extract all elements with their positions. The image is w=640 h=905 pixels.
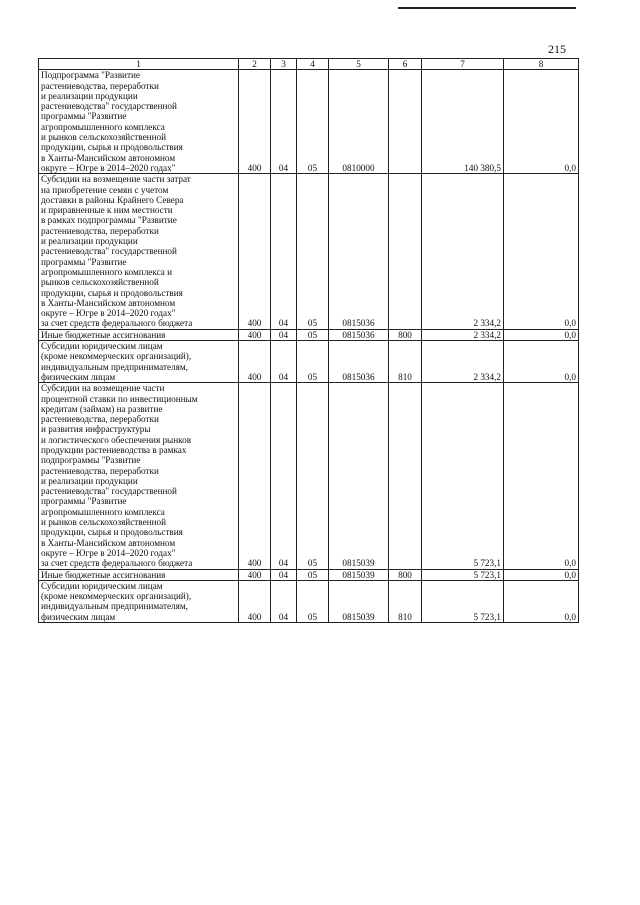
row-name: Иные бюджетные ассигнования xyxy=(39,569,239,580)
cell-target-article: 0810000 xyxy=(329,70,389,174)
cell-section: 04 xyxy=(271,341,297,383)
table-row xyxy=(39,580,579,622)
row-name: Подпрограмма "Развитие растениеводства, переработки и реализации продукции растениеводства" государственной программы "Развитие агропромышленного комплекса и рынков сельскохозяйственной продукции, сырья и продовольствия в Ханты-Мансийском автономном округе – Югре в 2014–2020 годах" xyxy=(39,70,239,174)
cell-section: 04 xyxy=(271,383,297,569)
cell-amount: 2 334,2 xyxy=(422,329,504,340)
cell-amount: 5 723,1 xyxy=(422,383,504,569)
page-number: 215 xyxy=(548,42,566,56)
header-cell: 4 xyxy=(297,59,329,70)
cell-amount-2: 0,0 xyxy=(504,569,579,580)
cell-amount-2: 0,0 xyxy=(504,329,579,340)
cell-amount: 2 334,2 xyxy=(422,341,504,383)
cell-subsection: 05 xyxy=(297,569,329,580)
cell-expense-type: 800 xyxy=(389,329,422,340)
cell-target-article: 0815036 xyxy=(329,174,389,329)
header-cell: 3 xyxy=(271,59,297,70)
header-cell: 2 xyxy=(239,59,271,70)
cell-amount: 5 723,1 xyxy=(422,580,504,622)
cell-amount-2: 0,0 xyxy=(504,383,579,569)
cell-amount-2: 0,0 xyxy=(504,70,579,174)
cell-amount-2: 0,0 xyxy=(504,580,579,622)
cell-target-article: 0815039 xyxy=(329,569,389,580)
table-row xyxy=(39,329,579,340)
table-row xyxy=(39,569,579,580)
row-name: Иные бюджетные ассигнования xyxy=(39,329,239,340)
cell-section: 04 xyxy=(271,569,297,580)
cell-amount: 140 380,5 xyxy=(422,70,504,174)
header-cell: 8 xyxy=(504,59,579,70)
header-cell: 5 xyxy=(329,59,389,70)
table-row xyxy=(39,174,579,329)
cell-amount: 2 334,2 xyxy=(422,174,504,329)
cell-amount-2: 0,0 xyxy=(504,174,579,329)
cell-expense-type xyxy=(389,383,422,569)
cell-ministry: 400 xyxy=(239,174,271,329)
cell-amount-2: 0,0 xyxy=(504,341,579,383)
cell-subsection: 05 xyxy=(297,383,329,569)
cell-expense-type: 810 xyxy=(389,580,422,622)
top-rule xyxy=(398,7,576,9)
table-row xyxy=(39,341,579,383)
table-row xyxy=(39,383,579,569)
cell-subsection: 05 xyxy=(297,580,329,622)
cell-expense-type xyxy=(389,174,422,329)
cell-expense-type xyxy=(389,70,422,174)
cell-target-article: 0815036 xyxy=(329,341,389,383)
cell-section: 04 xyxy=(271,329,297,340)
cell-target-article: 0815039 xyxy=(329,580,389,622)
cell-section: 04 xyxy=(271,580,297,622)
row-name: Субсидии юридическим лицам (кроме некоммерческих организаций), индивидуальным предпринимателям, физическим лицам xyxy=(39,341,239,383)
cell-expense-type: 810 xyxy=(389,341,422,383)
cell-ministry: 400 xyxy=(239,341,271,383)
cell-ministry: 400 xyxy=(239,383,271,569)
budget-table xyxy=(38,58,579,623)
header-cell: 7 xyxy=(422,59,504,70)
header-cell: 1 xyxy=(39,59,239,70)
table-row xyxy=(39,70,579,174)
cell-section: 04 xyxy=(271,70,297,174)
cell-ministry: 400 xyxy=(239,580,271,622)
header-row xyxy=(39,59,579,70)
cell-amount: 5 723,1 xyxy=(422,569,504,580)
cell-section: 04 xyxy=(271,174,297,329)
cell-ministry: 400 xyxy=(239,329,271,340)
header-cell: 6 xyxy=(389,59,422,70)
cell-subsection: 05 xyxy=(297,341,329,383)
cell-target-article: 0815036 xyxy=(329,329,389,340)
row-name: Субсидии на возмещение части затрат на приобретение семян с учетом доставки в районы Крайнего Севера и приравненные к ним местности в рамках подпрограммы "Развитие растениеводства, переработки и реализации продукции растениеводства" государственной программы "Развитие агропромышленного комплекса и рынков сельскохозяйственной продукции, сырья и продовольствия в Ханты-Мансийском автономном округе – Югре в 2014–2020 годах" за счет средств федерального бюджета xyxy=(39,174,239,329)
cell-target-article: 0815039 xyxy=(329,383,389,569)
row-name: Субсидии юридическим лицам (кроме некоммерческих организаций), индивидуальным предпринимателям, физическим лицам xyxy=(39,580,239,622)
row-name: Субсидии на возмещение части процентной ставки по инвестиционным кредитам (займам) на развитие растениеводства, переработки и развития инфраструктуры и логистического обеспечения рынков продукции растениеводства в рамках подпрограммы "Развитие растениеводства, переработки и реализации продукции растениеводства" государственной программы "Развитие агропромышленного комплекса и рынков сельскохозяйственной продукции, сырья и продовольствия в Ханты-Мансийском автономном округе – Югре в 2014–2020 годах" за счет средств федерального бюджета xyxy=(39,383,239,569)
cell-subsection: 05 xyxy=(297,70,329,174)
cell-subsection: 05 xyxy=(297,329,329,340)
cell-ministry: 400 xyxy=(239,569,271,580)
cell-expense-type: 800 xyxy=(389,569,422,580)
cell-subsection: 05 xyxy=(297,174,329,329)
cell-ministry: 400 xyxy=(239,70,271,174)
